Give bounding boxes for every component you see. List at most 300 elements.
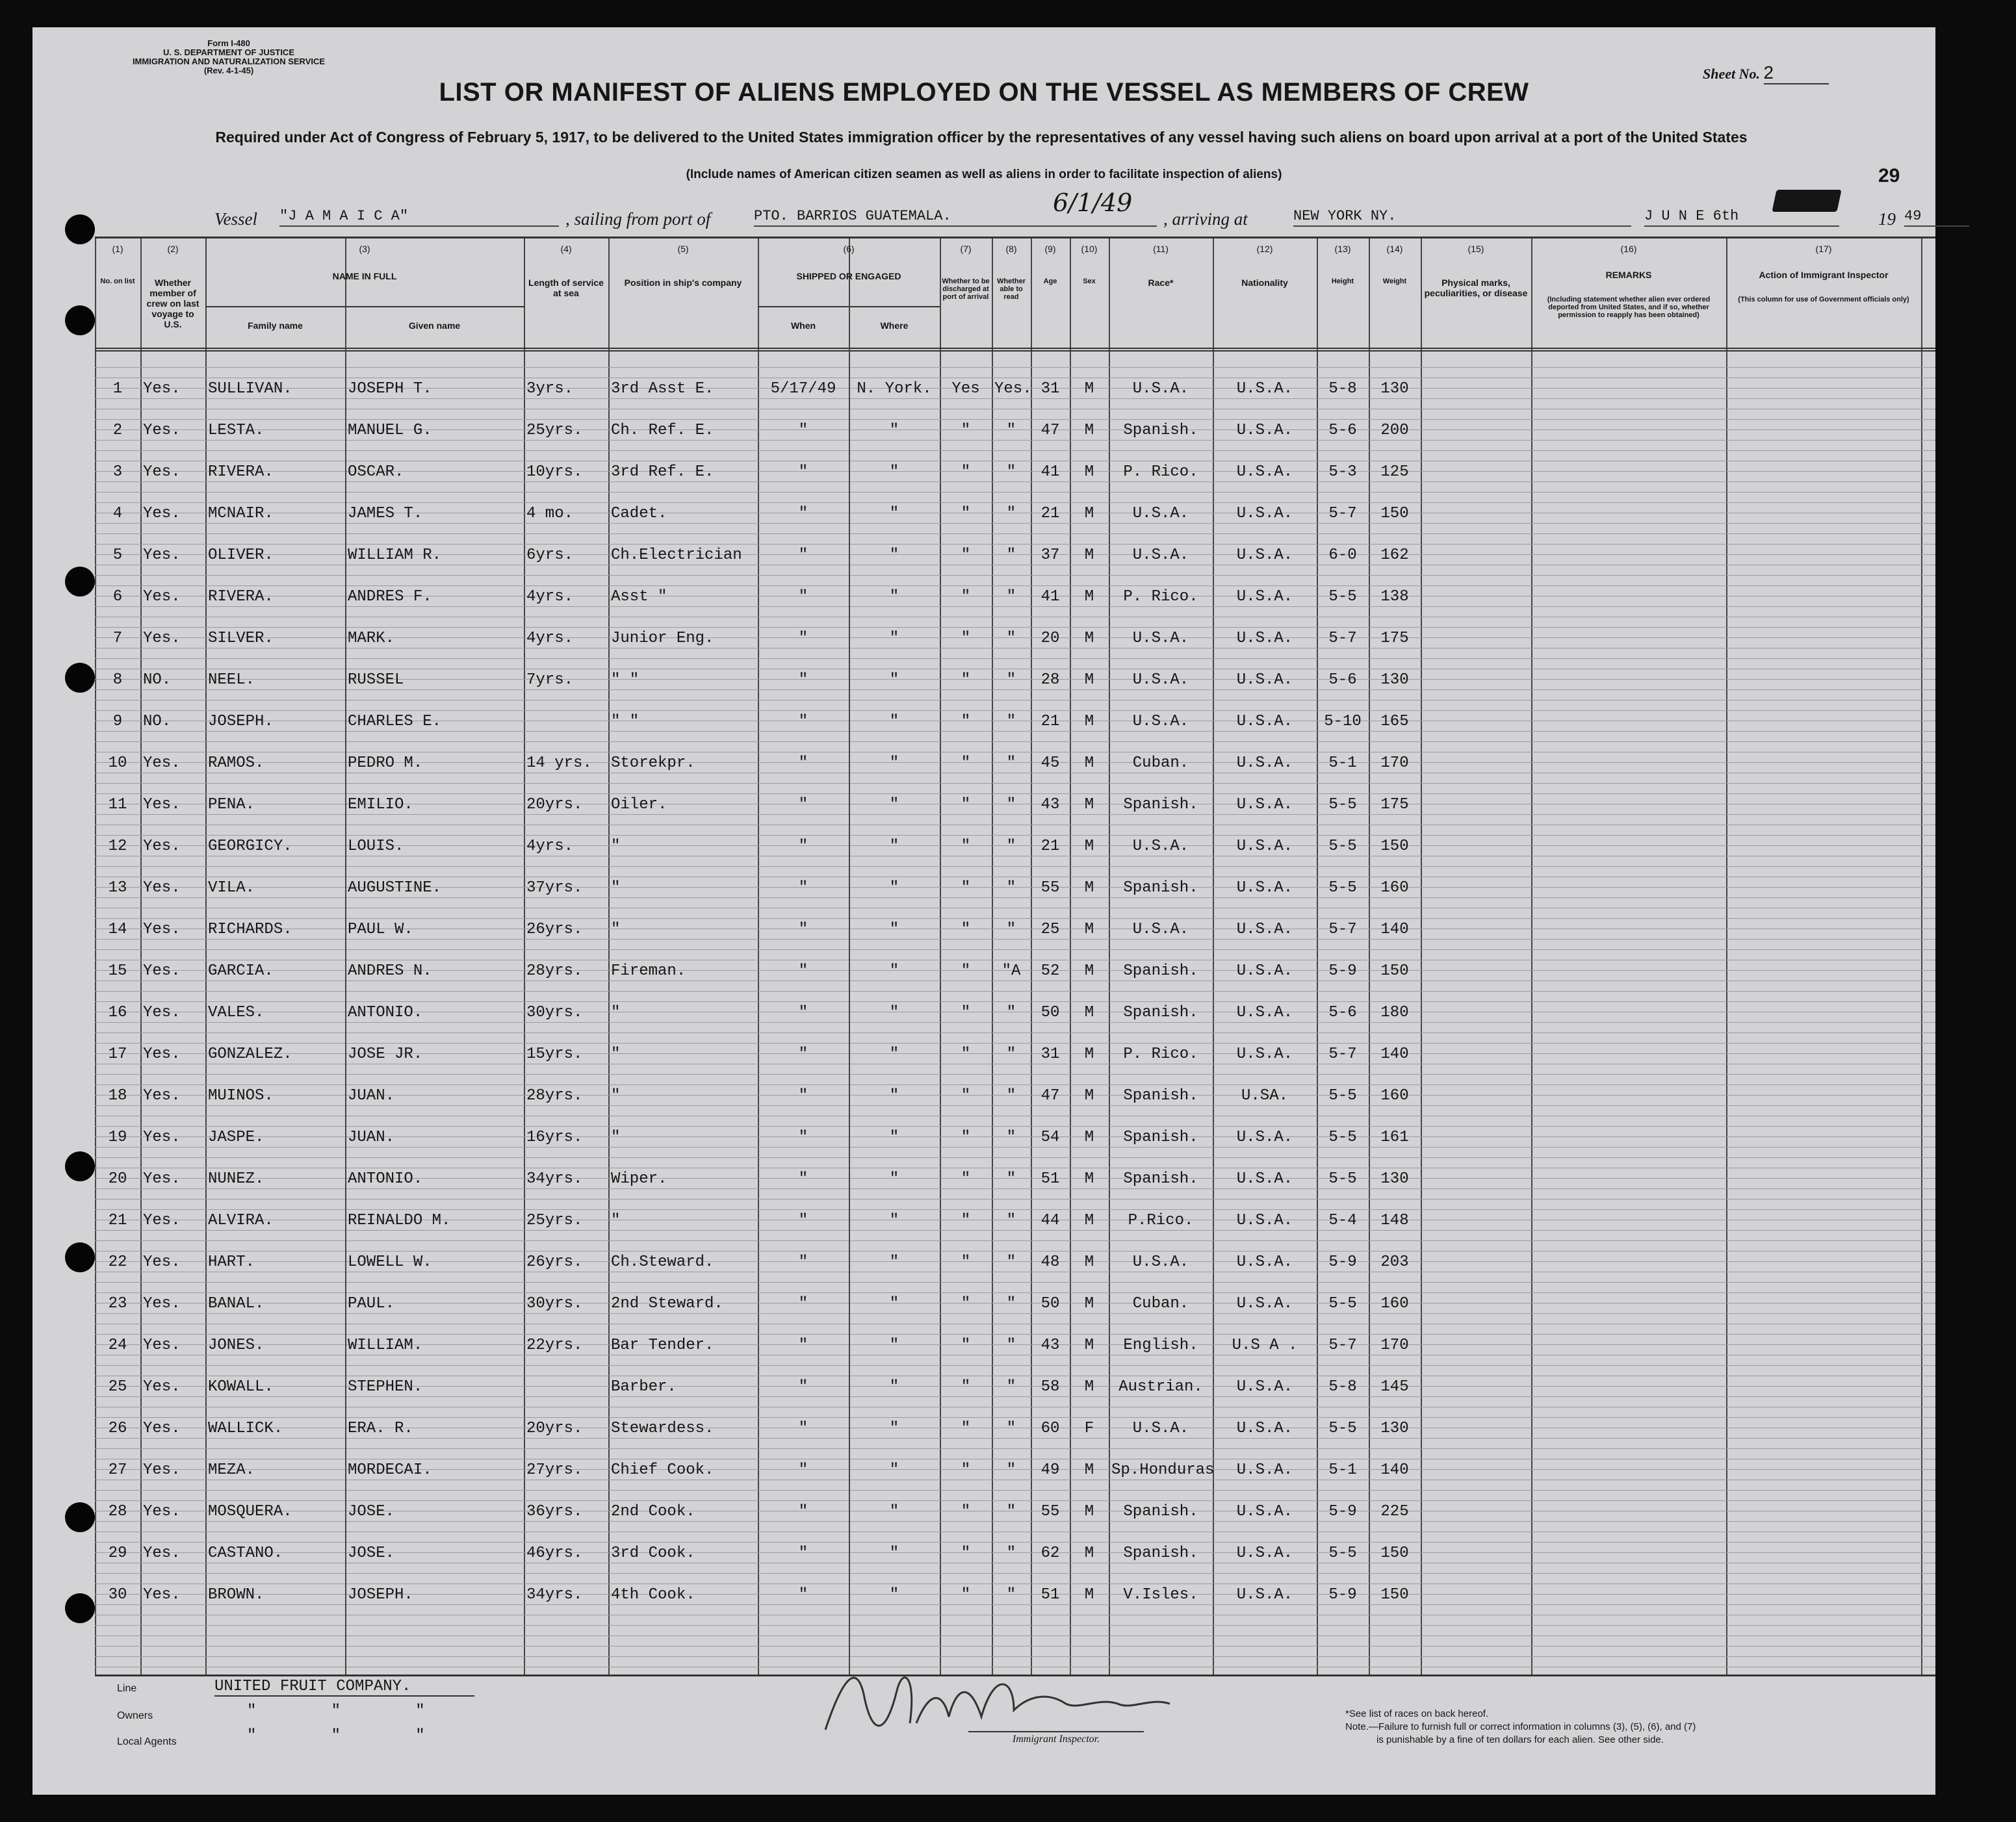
cell-no: 14 <box>108 921 127 938</box>
cell-height: 5-9 <box>1328 962 1357 980</box>
cell-where: " <box>889 1295 899 1313</box>
cell-weight: 175 <box>1380 796 1409 814</box>
cell-last: Yes. <box>143 422 181 439</box>
cell-when: " <box>798 838 808 855</box>
cell-weight: 200 <box>1380 422 1409 439</box>
cell-weight: 148 <box>1380 1212 1409 1229</box>
table-row <box>95 1165 1902 1207</box>
cell-height: 5-5 <box>1328 1129 1357 1146</box>
cell-read: " <box>1006 463 1016 481</box>
cell-where: " <box>889 1420 899 1437</box>
cell-race: P. Rico. <box>1123 588 1198 606</box>
cell-disch: " <box>961 588 971 606</box>
cell-disch: " <box>961 796 971 814</box>
cell-last: Yes. <box>143 962 181 980</box>
page-subtitle: Required under Act of Congress of February 5, 1917, to be delivered to the United States immigration officer by the representatives of any vessel having such aliens on board upon arrival at a port of the United States <box>215 129 1748 146</box>
cell-service: 30yrs. <box>526 1295 583 1313</box>
cell-last: Yes. <box>143 1461 181 1479</box>
shipping-line: UNITED FRUIT COMPANY. <box>214 1678 474 1697</box>
cell-when: " <box>798 546 808 564</box>
arrival-year: 49 <box>1904 208 1969 227</box>
cell-read: " <box>1006 1004 1016 1021</box>
cell-height: 5-5 <box>1328 879 1357 897</box>
cell-position: " <box>611 1087 621 1105</box>
cell-where: " <box>889 1129 899 1146</box>
column-header: Whether to be discharged at port of arrival <box>942 277 990 301</box>
cell-family: RIVERA. <box>208 588 274 606</box>
cell-where: " <box>889 1503 899 1520</box>
cell-last: Yes. <box>143 1420 181 1437</box>
cell-nat: U.S.A. <box>1236 1420 1293 1437</box>
cell-read: " <box>1006 713 1016 730</box>
cell-given: EMILIO. <box>348 796 413 814</box>
ruled-line <box>95 1646 1935 1647</box>
cell-sex: M <box>1084 546 1094 564</box>
cell-when: " <box>798 1461 808 1479</box>
cell-when: " <box>798 505 808 522</box>
column-number: (12) <box>1256 244 1273 254</box>
cell-position: Barber. <box>611 1378 677 1396</box>
cell-no: 17 <box>108 1046 127 1063</box>
table-row <box>95 1415 1902 1456</box>
column-number: (8) <box>1005 244 1017 254</box>
cell-where: " <box>889 588 899 606</box>
cell-given: STEPHEN. <box>348 1378 423 1396</box>
cell-sex: M <box>1084 463 1094 481</box>
arriving-at-label: , arriving at <box>1163 209 1248 229</box>
column-subheader: Where <box>880 320 909 331</box>
cell-race: U.S.A. <box>1132 630 1189 647</box>
cell-nat: U.S.A. <box>1236 671 1293 689</box>
cell-weight: 225 <box>1380 1503 1409 1520</box>
vessel-label: Vessel <box>214 209 257 229</box>
cell-when: " <box>798 921 808 938</box>
cell-disch: " <box>961 1545 971 1562</box>
cell-height: 5-6 <box>1328 1004 1357 1021</box>
cell-race: Spanish. <box>1123 1004 1198 1021</box>
cell-given: RUSSEL <box>348 671 404 689</box>
cell-service: 4yrs. <box>526 630 574 647</box>
cell-weight: 203 <box>1380 1253 1409 1271</box>
cell-sex: M <box>1084 1046 1094 1063</box>
cell-family: VALES. <box>208 1004 265 1021</box>
cell-race: U.S.A. <box>1132 1420 1189 1437</box>
cell-family: MEZA. <box>208 1461 255 1479</box>
cell-height: 5-8 <box>1328 1378 1357 1396</box>
cell-sex: M <box>1084 1004 1094 1021</box>
cell-service: 25yrs. <box>526 1212 583 1229</box>
cell-service: 46yrs. <box>526 1545 583 1562</box>
form-number: Form I-480 <box>207 38 250 48</box>
column-number: (4) <box>560 244 572 254</box>
table-row <box>95 749 1902 791</box>
cell-height: 5-9 <box>1328 1253 1357 1271</box>
cell-given: ANDRES N. <box>348 962 432 980</box>
cell-nat: U.S.A. <box>1236 1503 1293 1520</box>
cell-given: JUAN. <box>348 1129 395 1146</box>
cell-weight: 125 <box>1380 463 1409 481</box>
cell-disch: " <box>961 1129 971 1146</box>
cell-disch: " <box>961 879 971 897</box>
cell-age: 21 <box>1040 505 1060 522</box>
cell-nat: U.S.A. <box>1236 1378 1293 1396</box>
cell-family: JASPE. <box>208 1129 265 1146</box>
cell-where: " <box>889 796 899 814</box>
cell-race: Spanish. <box>1123 422 1198 439</box>
cell-race: English. <box>1123 1337 1198 1354</box>
cell-nat: U.S.A. <box>1236 1212 1293 1229</box>
redaction-mark <box>1772 190 1841 212</box>
table-row <box>95 1207 1902 1248</box>
cell-position: " " <box>611 713 640 730</box>
cell-position: 2nd Cook. <box>611 1503 695 1520</box>
cell-race: Spanish. <box>1123 1170 1198 1188</box>
cell-given: PEDRO M. <box>348 754 423 772</box>
cell-service: 34yrs. <box>526 1170 583 1188</box>
cell-sex: M <box>1084 422 1094 439</box>
cell-sex: M <box>1084 505 1094 522</box>
cell-when: " <box>798 1087 808 1105</box>
cell-family: HART. <box>208 1253 255 1271</box>
cell-no: 6 <box>112 588 123 606</box>
punch-hole <box>65 1151 95 1181</box>
cell-family: LESTA. <box>208 422 265 439</box>
cell-where: " <box>889 671 899 689</box>
cell-disch: " <box>961 1503 971 1520</box>
vessel-name: "J A M A I C A" <box>279 208 559 227</box>
cell-disch: " <box>961 463 971 481</box>
column-subheader: Given name <box>408 320 461 331</box>
cell-family: NEEL. <box>208 671 255 689</box>
service-name: IMMIGRATION AND NATURALIZATION SERVICE <box>132 57 326 66</box>
cell-race: P.Rico. <box>1128 1212 1194 1229</box>
cell-height: 5-5 <box>1328 1087 1357 1105</box>
cell-where: " <box>889 713 899 730</box>
cell-weight: 140 <box>1380 1046 1409 1063</box>
table-row <box>95 1040 1902 1082</box>
cell-race: P. Rico. <box>1123 463 1198 481</box>
cell-disch: " <box>961 1378 971 1396</box>
cell-race: U.S.A. <box>1132 1253 1189 1271</box>
cell-disch: " <box>961 962 971 980</box>
cell-height: 5-6 <box>1328 422 1357 439</box>
cell-sex: M <box>1084 1253 1094 1271</box>
cell-where: " <box>889 1378 899 1396</box>
cell-sex: M <box>1084 1461 1094 1479</box>
cell-race: Spanish. <box>1123 1087 1198 1105</box>
cell-disch: " <box>961 1295 971 1313</box>
cell-sex: M <box>1084 588 1094 606</box>
column-header-note: (This column for use of Government officials only) <box>1738 296 1909 303</box>
column-subheader: Family name <box>248 320 303 331</box>
cell-given: ERA. R. <box>348 1420 413 1437</box>
cell-height: 5-3 <box>1328 463 1357 481</box>
cell-last: NO. <box>143 671 172 689</box>
cell-when: " <box>798 1378 808 1396</box>
cell-nat: U.S.A. <box>1236 505 1293 522</box>
cell-no: 22 <box>108 1253 127 1271</box>
cell-sex: M <box>1084 962 1094 980</box>
cell-read: " <box>1006 1253 1016 1271</box>
column-number: (17) <box>1815 244 1832 254</box>
cell-read: " <box>1006 838 1016 855</box>
table-row <box>95 583 1902 624</box>
cell-when: " <box>798 1253 808 1271</box>
cell-read: " <box>1006 1461 1016 1479</box>
cell-disch: " <box>961 1087 971 1105</box>
cell-given: ANTONIO. <box>348 1170 423 1188</box>
cell-given: JOSEPH. <box>348 1586 413 1604</box>
cell-weight: 150 <box>1380 838 1409 855</box>
cell-when: 5/17/49 <box>770 380 836 398</box>
column-header: SHIPPED OR ENGAGED <box>796 271 901 281</box>
cell-position: Storekpr. <box>611 754 695 772</box>
cell-when: " <box>798 713 808 730</box>
cell-no: 13 <box>108 879 127 897</box>
cell-weight: 162 <box>1380 546 1409 564</box>
cell-disch: " <box>961 1461 971 1479</box>
cell-height: 5-9 <box>1328 1586 1357 1604</box>
cell-age: 37 <box>1040 546 1060 564</box>
cell-family: PENA. <box>208 796 255 814</box>
cell-family: MOSQUERA. <box>208 1503 292 1520</box>
cell-position: Ch.Steward. <box>611 1253 714 1271</box>
cell-race: Spanish. <box>1123 962 1198 980</box>
cell-no: 30 <box>108 1586 127 1604</box>
cell-race: Spanish. <box>1123 1129 1198 1146</box>
cell-weight: 170 <box>1380 1337 1409 1354</box>
cell-weight: 161 <box>1380 1129 1409 1146</box>
cell-disch: " <box>961 1004 971 1021</box>
column-number: (5) <box>677 244 689 254</box>
cell-position: Asst " <box>611 588 667 606</box>
cell-last: Yes. <box>143 505 181 522</box>
column-number: (10) <box>1081 244 1098 254</box>
cell-when: " <box>798 463 808 481</box>
cell-weight: 150 <box>1380 1586 1409 1604</box>
punch-hole <box>65 567 95 597</box>
cell-service: 14 yrs. <box>526 754 592 772</box>
cell-last: Yes. <box>143 1295 181 1313</box>
cell-race: U.S.A. <box>1132 380 1189 398</box>
cell-service: 28yrs. <box>526 1087 583 1105</box>
cell-position: Chief Cook. <box>611 1461 714 1479</box>
cell-height: 5-7 <box>1328 921 1357 938</box>
sheet-number-value: 2 <box>1764 62 1829 84</box>
cell-sex: M <box>1084 921 1094 938</box>
cell-nat: U.S.A. <box>1236 921 1293 938</box>
cell-family: GONZALEZ. <box>208 1046 292 1063</box>
column-header: Action of Immigrant Inspector <box>1759 270 1889 280</box>
cell-last: NO. <box>143 713 172 730</box>
cell-nat: U.S.A. <box>1236 1295 1293 1313</box>
cell-age: 62 <box>1040 1545 1060 1562</box>
cell-position: " <box>611 838 621 855</box>
form-identifier <box>105 39 352 75</box>
cell-disch: " <box>961 671 971 689</box>
cell-age: 54 <box>1040 1129 1060 1146</box>
cell-sex: M <box>1084 713 1094 730</box>
cell-when: " <box>798 796 808 814</box>
cell-disch: " <box>961 422 971 439</box>
cell-no: 5 <box>112 546 123 564</box>
column-number: (16) <box>1620 244 1637 254</box>
cell-service: 37yrs. <box>526 879 583 897</box>
cell-sex: M <box>1084 1295 1094 1313</box>
cell-last: Yes. <box>143 630 181 647</box>
manifest-sheet <box>32 27 1935 1795</box>
cell-read: " <box>1006 1212 1016 1229</box>
cell-when: " <box>798 671 808 689</box>
cell-no: 10 <box>108 754 127 772</box>
cell-age: 41 <box>1040 463 1060 481</box>
table-row <box>95 1373 1902 1415</box>
cell-where: " <box>889 1337 899 1354</box>
cell-position: " <box>611 1129 621 1146</box>
cell-no: 15 <box>108 962 127 980</box>
cell-given: JOSE JR. <box>348 1046 423 1063</box>
cell-read: " <box>1006 879 1016 897</box>
cell-family: NUNEZ. <box>208 1170 265 1188</box>
arrival-port: NEW YORK NY. <box>1293 208 1631 227</box>
cell-read: " <box>1006 754 1016 772</box>
column-header: Physical marks, peculiarities, or disease <box>1424 277 1528 298</box>
local-agents-value: " " " <box>247 1727 425 1745</box>
cell-service: 4yrs. <box>526 588 574 606</box>
cell-position: Oiler. <box>611 796 667 814</box>
cell-given: PAUL W. <box>348 921 413 938</box>
cell-where: " <box>889 422 899 439</box>
cell-no: 29 <box>108 1545 127 1562</box>
cell-position: Fireman. <box>611 962 686 980</box>
cell-race: Spanish. <box>1123 879 1198 897</box>
cell-race: Spanish. <box>1123 1503 1198 1520</box>
cell-given: CHARLES E. <box>348 713 442 730</box>
sheet-number-label: Sheet No. <box>1703 66 1760 82</box>
table-row <box>95 957 1902 999</box>
cell-service: 20yrs. <box>526 1420 583 1437</box>
table-row <box>95 1123 1902 1165</box>
cell-given: JOSEPH T. <box>348 380 432 398</box>
table-row <box>95 458 1902 500</box>
cell-disch: " <box>961 838 971 855</box>
cell-given: WILLIAM R. <box>348 546 442 564</box>
cell-given: JAMES T. <box>348 505 423 522</box>
column-number: (1) <box>112 244 123 254</box>
cell-weight: 138 <box>1380 588 1409 606</box>
cell-read: " <box>1006 671 1016 689</box>
cell-when: " <box>798 1170 808 1188</box>
cell-race: U.S.A. <box>1132 713 1189 730</box>
cell-last: Yes. <box>143 1212 181 1229</box>
form-revision: (Rev. 4-1-45) <box>203 66 254 75</box>
cell-family: GARCIA. <box>208 962 274 980</box>
cell-disch: " <box>961 1420 971 1437</box>
cell-position: " <box>611 921 621 938</box>
cell-family: ALVIRA. <box>208 1212 274 1229</box>
cell-given: MORDECAI. <box>348 1461 432 1479</box>
page-title: LIST OR MANIFEST OF ALIENS EMPLOYED ON THE VESSEL AS MEMBERS OF CREW <box>439 78 1529 107</box>
cell-disch: " <box>961 505 971 522</box>
column-subheader: When <box>790 320 816 331</box>
cell-weight: 170 <box>1380 754 1409 772</box>
column-number: (2) <box>167 244 179 254</box>
cell-service: 27yrs. <box>526 1461 583 1479</box>
cell-service: 26yrs. <box>526 921 583 938</box>
cell-nat: U.S.A. <box>1236 1586 1293 1604</box>
column-header: Whether member of crew on last voyage to U.S. <box>146 277 200 329</box>
cell-service: 6yrs. <box>526 546 574 564</box>
cell-race: Spanish. <box>1123 1545 1198 1562</box>
cell-weight: 160 <box>1380 879 1409 897</box>
cell-weight: 150 <box>1380 962 1409 980</box>
cell-sex: M <box>1084 879 1094 897</box>
cell-service: 7yrs. <box>526 671 574 689</box>
cell-sex: M <box>1084 754 1094 772</box>
cell-position: 3rd Ref. E. <box>611 463 714 481</box>
cell-where: " <box>889 1212 899 1229</box>
cell-last: Yes. <box>143 588 181 606</box>
cell-family: OLIVER. <box>208 546 274 564</box>
column-header: NAME IN FULL <box>332 271 397 281</box>
column-header: Height <box>1331 277 1354 285</box>
table-row <box>95 417 1902 458</box>
cell-no: 20 <box>108 1170 127 1188</box>
cell-when: " <box>798 1545 808 1562</box>
cell-weight: 130 <box>1380 671 1409 689</box>
cell-given: PAUL. <box>348 1295 395 1313</box>
cell-position: " <box>611 1004 621 1021</box>
cell-read: " <box>1006 1295 1016 1313</box>
header-rule <box>95 348 1935 349</box>
cell-read: " <box>1006 422 1016 439</box>
table-row <box>95 708 1902 749</box>
department-name: U. S. DEPARTMENT OF JUSTICE <box>163 47 294 57</box>
column-header: No. on list <box>100 277 135 285</box>
cell-last: Yes. <box>143 879 181 897</box>
cell-position: Ch. Ref. E. <box>611 422 714 439</box>
cell-where: " <box>889 1461 899 1479</box>
table-row <box>95 1539 1902 1581</box>
cell-read: " <box>1006 1586 1016 1604</box>
cell-last: Yes. <box>143 1170 181 1188</box>
column-header: Sex <box>1083 277 1096 285</box>
cell-age: 31 <box>1040 380 1060 398</box>
cell-disch: " <box>961 1253 971 1271</box>
cell-service: 25yrs. <box>526 422 583 439</box>
table-row <box>95 999 1902 1040</box>
cell-when: " <box>798 1420 808 1437</box>
header-rule <box>95 350 1935 352</box>
table-row <box>95 624 1902 666</box>
cell-family: BROWN. <box>208 1586 265 1604</box>
cell-where: " <box>889 1586 899 1604</box>
column-number: (13) <box>1334 244 1351 254</box>
cell-where: " <box>889 879 899 897</box>
owners-label: Owners <box>117 1710 153 1721</box>
cell-height: 5-7 <box>1328 630 1357 647</box>
cell-service: 26yrs. <box>526 1253 583 1271</box>
cell-when: " <box>798 422 808 439</box>
cell-age: 52 <box>1040 962 1060 980</box>
cell-last: Yes. <box>143 1129 181 1146</box>
cell-race: U.S.A. <box>1132 546 1189 564</box>
cell-age: 50 <box>1040 1295 1060 1313</box>
crew-table <box>95 237 1935 1676</box>
cell-sex: M <box>1084 1378 1094 1396</box>
ruled-line <box>95 367 1935 368</box>
cell-age: 47 <box>1040 422 1060 439</box>
